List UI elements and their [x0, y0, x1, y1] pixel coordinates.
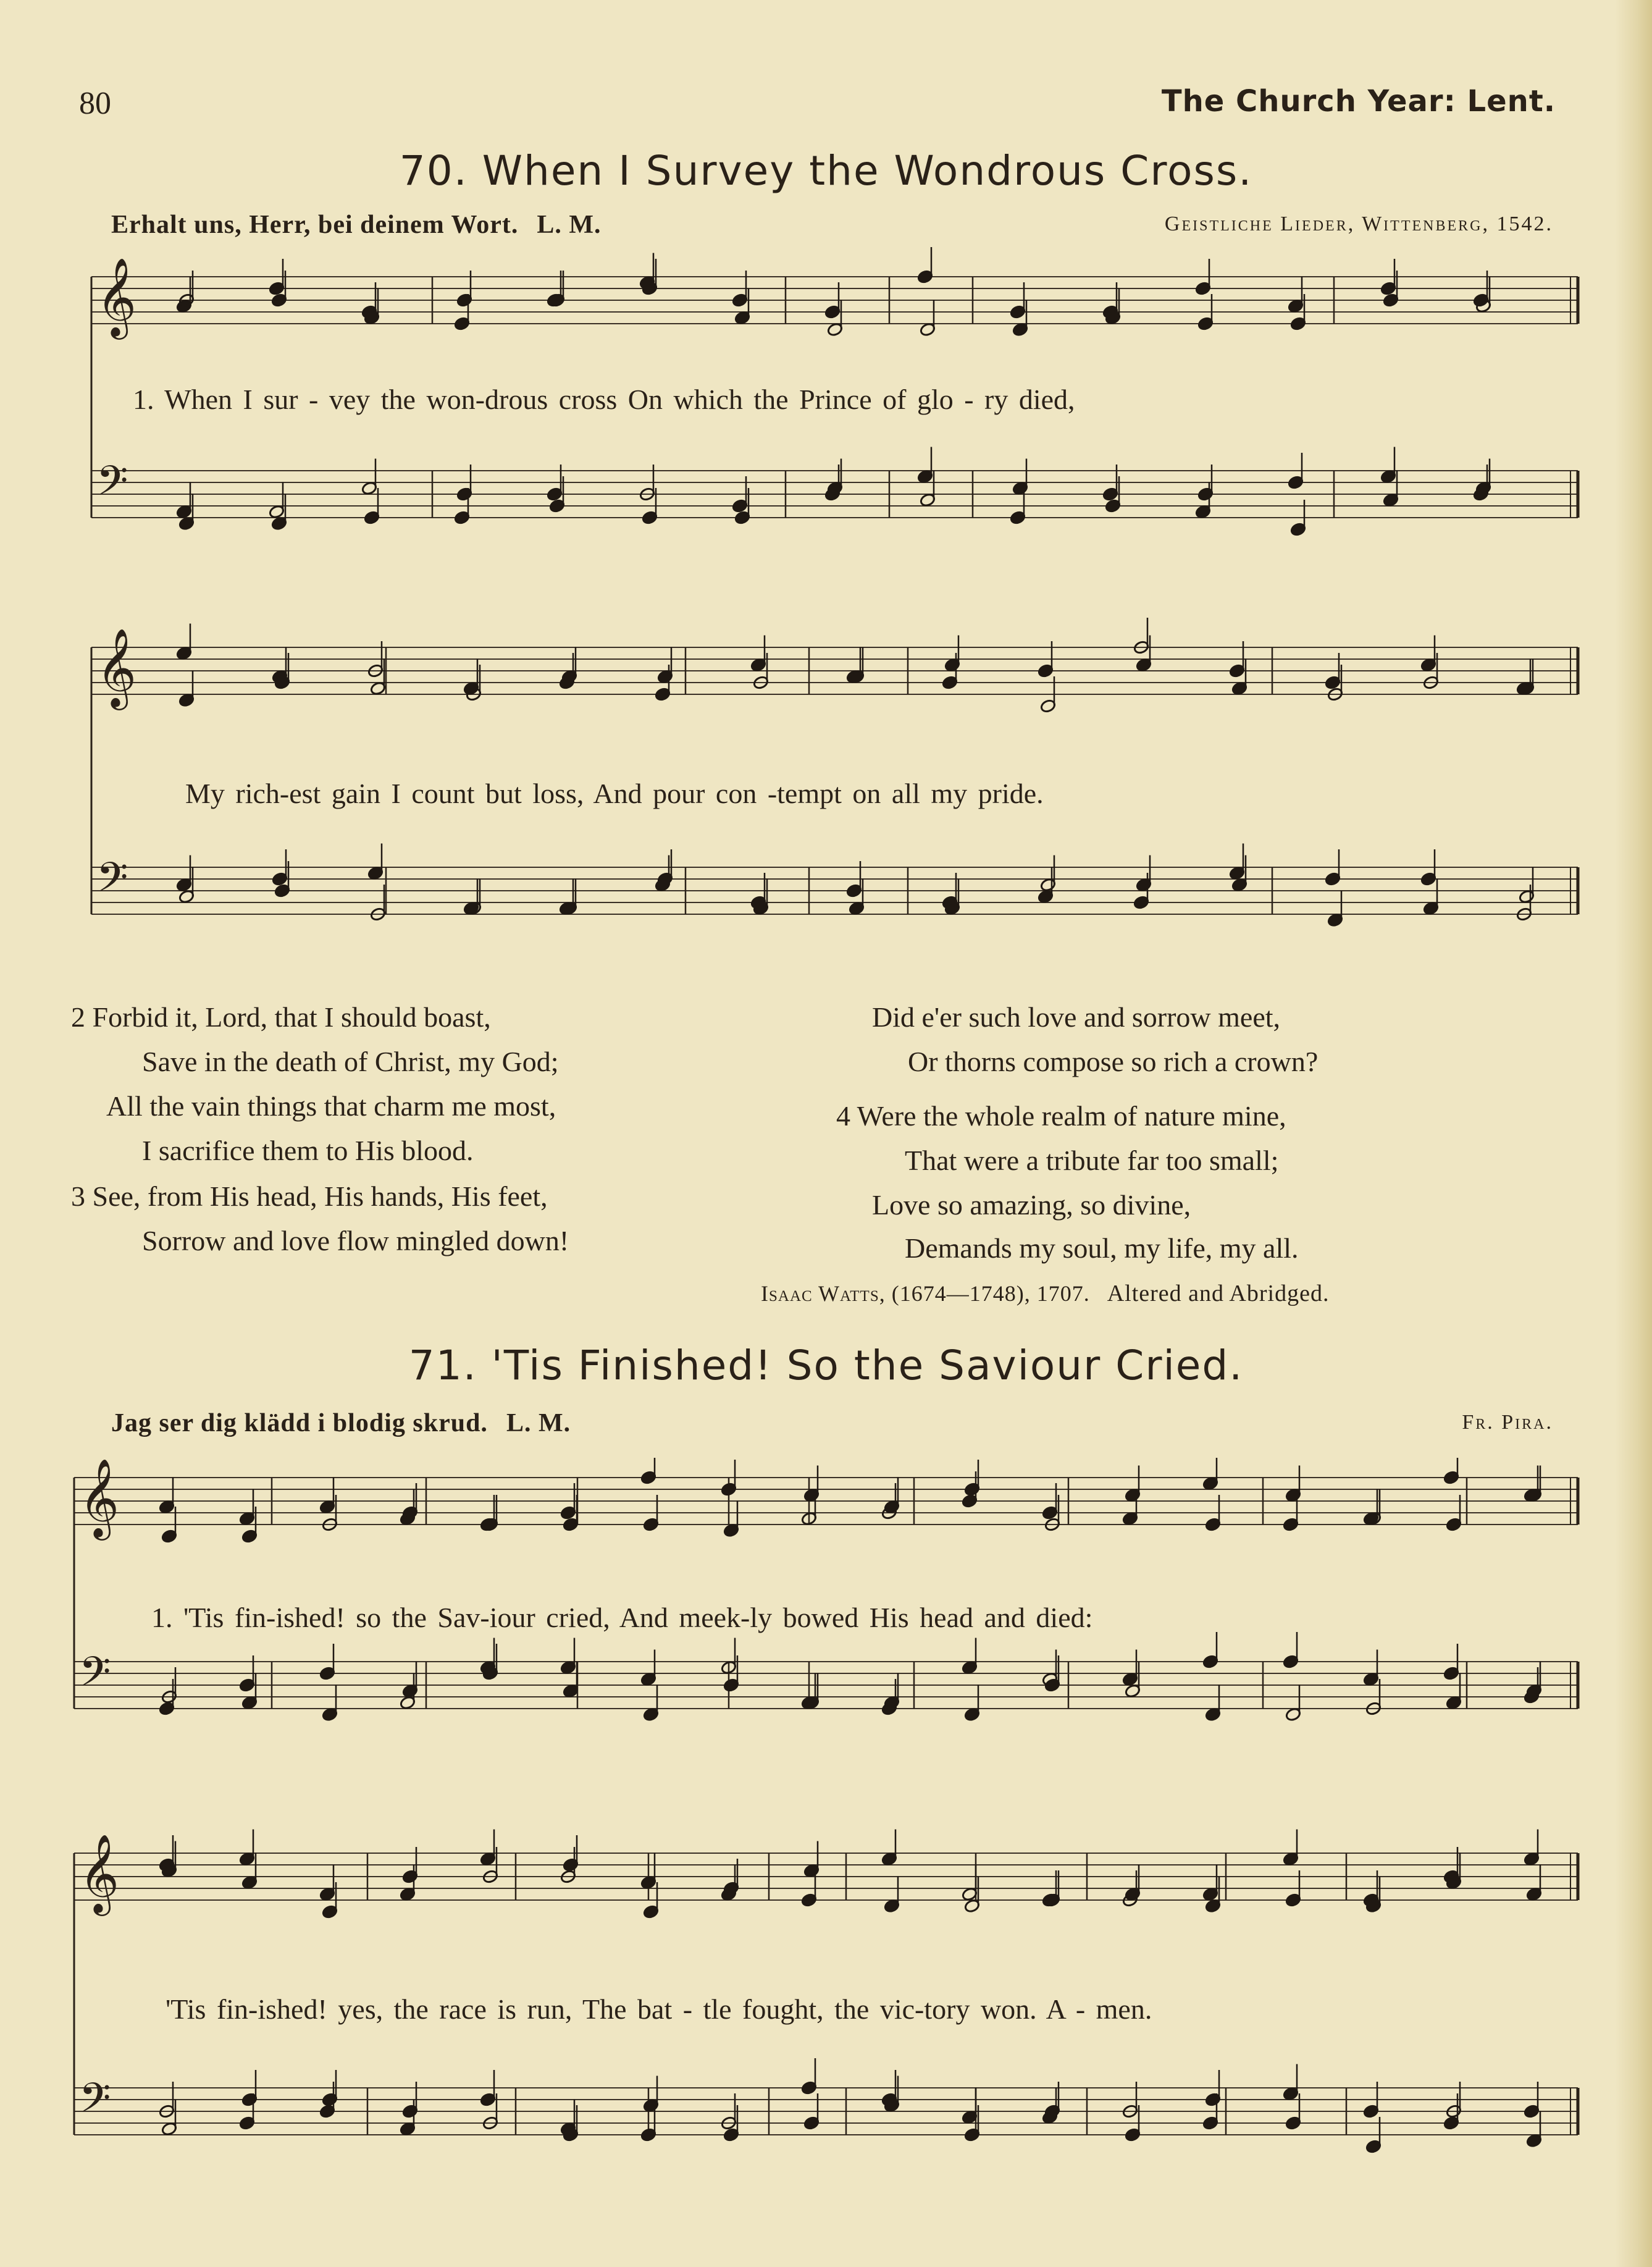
hymn-70-alteration-note: Altered and Abridged.	[1107, 1281, 1330, 1306]
verse-line: 3 See, from His head, His hands, His feet,	[71, 1180, 548, 1212]
verse-line: 4 Were the whole realm of nature mine,	[836, 1100, 1286, 1132]
verse-line: I sacrifice them to His blood.	[142, 1135, 474, 1166]
hymn-70-staff-1	[0, 247, 1652, 618]
hymn-70-meter: L. M.	[537, 211, 602, 239]
hymn-70-lyric-line-1: 1. When I sur - vey the won-drous cross On which the Prince of glo - ry died,	[133, 384, 1075, 415]
hymn-70-author-name: Isaac Watts, (1674—1748), 1707.	[761, 1281, 1090, 1306]
bass-clef-icon: 𝄢	[79, 1648, 111, 1706]
verse-line: Or thorns compose so rich a crown?	[908, 1046, 1319, 1077]
bass-clef-icon: 𝄢	[79, 2074, 111, 2132]
treble-clef-icon: 𝄞	[79, 1833, 120, 1912]
verse-line: 2 Forbid it, Lord, that I should boast,	[71, 1001, 491, 1033]
verse-line: That were a tribute far too small;	[905, 1145, 1279, 1176]
hymn-71-source: Fr. Pira.	[1462, 1411, 1553, 1434]
hymn-71-title: 71. 'Tis Finished! So the Saviour Cried.	[408, 1342, 1244, 1389]
verse-line: All the vain things that charm me most,	[106, 1090, 556, 1122]
hymn-70-source: Geistliche Lieder, Wittenberg, 1542.	[1164, 212, 1553, 235]
hymn-71-lyric-line-1: 1. 'Tis fin-ished! so the Sav-iour cried, And meek-ly bowed His head and died:	[151, 1602, 1093, 1633]
hymn-70-title: 70. When I Survey the Wondrous Cross.	[399, 147, 1253, 195]
hymn-71-tune-name: Jag ser dig klädd i blodig skrud.	[111, 1409, 488, 1437]
bass-clef-icon: 𝄢	[96, 854, 128, 911]
hymn-71-meter: L. M.	[506, 1409, 571, 1437]
bass-clef-icon: 𝄢	[96, 457, 128, 515]
verse-line: Save in the death of Christ, my God;	[142, 1046, 559, 1077]
treble-clef-icon: 𝄞	[96, 257, 137, 336]
hymn-70-tune-name: Erhalt uns, Herr, bei deinem Wort.	[111, 211, 519, 239]
running-title: The Church Year: Lent.	[1161, 84, 1556, 119]
verse-line: Demands my soul, my life, my all.	[905, 1232, 1299, 1264]
hymn-70-lyric-line-2: My rich-est gain I count but loss, And pour con -tempt on all my pride.	[185, 778, 1044, 809]
treble-clef-icon: 𝄞	[79, 1458, 120, 1537]
verse-line: Love so amazing, so divine,	[872, 1189, 1191, 1221]
verse-line: Sorrow and love flow mingled down!	[142, 1225, 569, 1256]
verse-line: Did e'er such love and sorrow meet,	[872, 1001, 1281, 1033]
hymn-70-author	[761, 1280, 1329, 1307]
hymn-71-lyric-line-2: 'Tis fin-ished! yes, the race is run, The bat - tle fought, the vic-tory won. A - men.	[166, 1993, 1152, 2025]
treble-clef-icon: 𝄞	[96, 628, 137, 707]
page-number: 80	[79, 86, 111, 121]
hymn-70-tune	[111, 210, 602, 240]
hymn-71-tune	[111, 1408, 571, 1438]
